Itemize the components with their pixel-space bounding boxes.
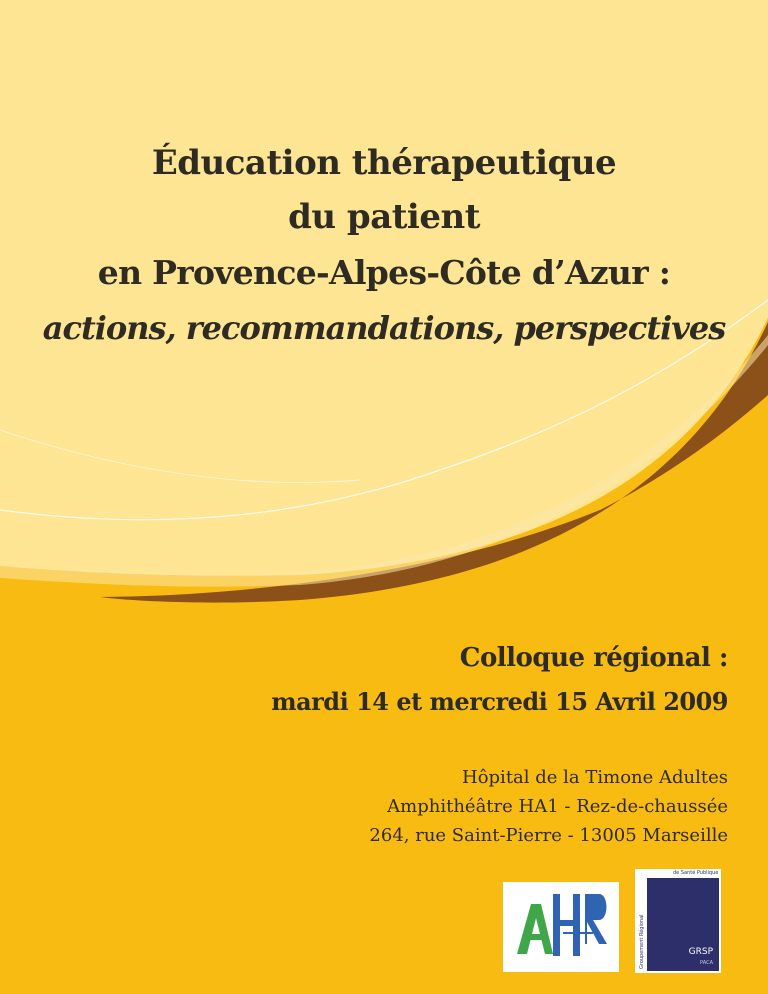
title-line-3: en Provence-Alpes-Côte d’Azur : bbox=[97, 253, 671, 292]
svg-text:Groupement Régional: Groupement Régional bbox=[639, 914, 645, 969]
address-line-2: Amphithéâtre HA1 - Rez-de-chaussée bbox=[387, 796, 728, 817]
address-line-3: 264, rue Saint-Pierre - 13005 Marseille bbox=[369, 825, 728, 846]
ahr-logo-icon bbox=[503, 882, 619, 972]
grsp-label: GRSP bbox=[688, 947, 713, 957]
grsp-top-text: de Santé Publique bbox=[673, 870, 719, 876]
grsp-vertical-text bbox=[636, 879, 646, 971]
grsp-sub: PACA bbox=[700, 960, 713, 966]
title-line-1: Éducation thérapeutique bbox=[151, 143, 617, 183]
subtitle: actions, recommandations, perspectives bbox=[42, 309, 726, 347]
grsp-logo-icon bbox=[635, 869, 721, 973]
title-line-2: du patient bbox=[288, 197, 480, 237]
grsp-panel bbox=[647, 878, 719, 971]
address-line-1: Hôpital de la Timone Adultes bbox=[462, 767, 728, 788]
colloque-heading: Colloque régional : bbox=[459, 643, 728, 673]
colloque-dates: mardi 14 et mercredi 15 Avril 2009 bbox=[271, 687, 728, 716]
